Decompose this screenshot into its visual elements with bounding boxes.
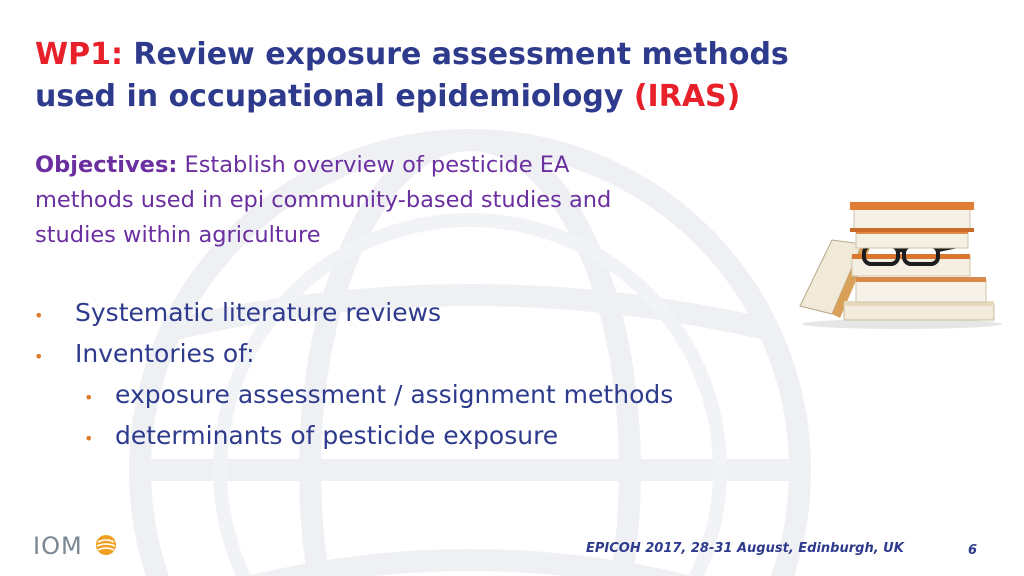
sub-bullet-dot: • (84, 388, 94, 407)
title-prefix: WP1: (35, 37, 123, 72)
title-line-1: Review exposure assessment methods (133, 37, 789, 72)
iom-logo (33, 532, 123, 560)
logo-text: IOM (33, 532, 83, 560)
title-line-2: used in occupational epidemiology (35, 79, 624, 114)
sub-bullet-item: exposure assessment / assignment methods (115, 380, 674, 409)
sub-bullet-dot: • (84, 429, 94, 448)
sub-bullet-item: determinants of pesticide exposure (115, 421, 559, 450)
footer-conference: EPICOH 2017, 28-31 August, Edinburgh, UK (586, 541, 904, 556)
bullet-item: Systematic literature reviews (75, 298, 442, 327)
bullet-dot: • (34, 306, 44, 325)
bullet-item: Inventories of: (75, 339, 255, 368)
slide-title (35, 34, 935, 118)
objectives-line-2: methods used in epi community-based studies and (35, 187, 612, 213)
bullet-dot: • (34, 347, 44, 366)
objectives-line-1: Establish overview of pesticide EA (184, 152, 570, 178)
books-illustration (792, 178, 1002, 330)
objectives-label: Objectives: (35, 152, 178, 178)
title-tag: (IRAS) (633, 79, 741, 114)
objectives-line-3: studies within agriculture (35, 222, 321, 248)
page-number: 6 (968, 543, 978, 558)
objectives-block (35, 148, 775, 253)
globe-logo-icon (95, 534, 117, 556)
